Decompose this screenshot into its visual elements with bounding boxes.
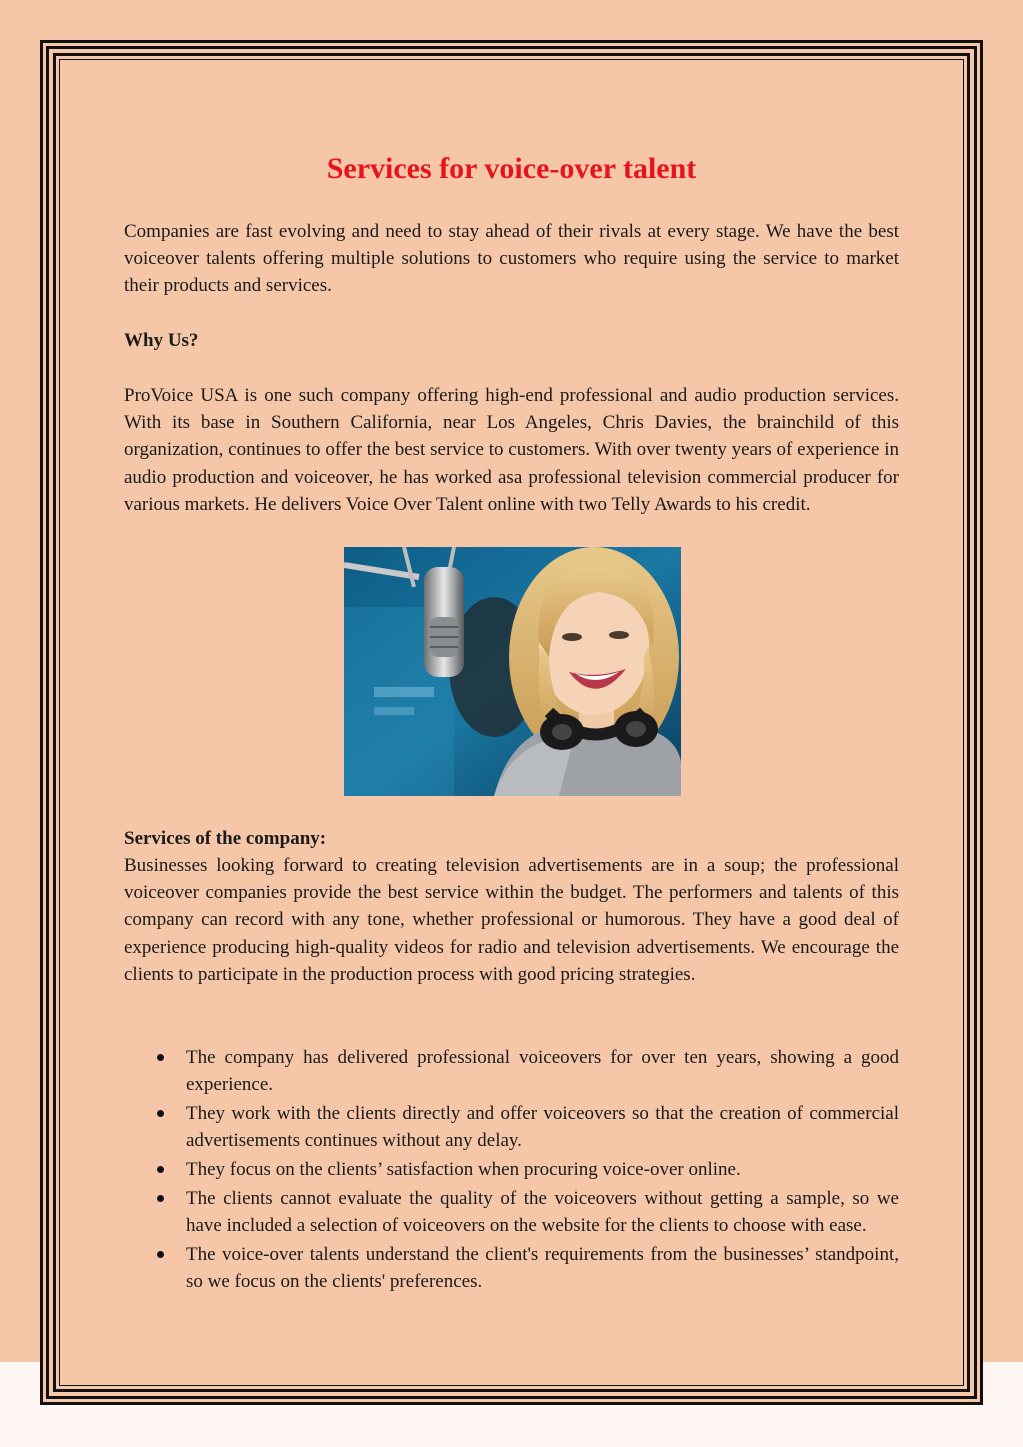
bullet-item bbox=[124, 1241, 899, 1295]
bullet-item bbox=[124, 1156, 899, 1183]
page-title: Services for voice-over talent bbox=[326, 152, 697, 185]
voiceover-artist-photo bbox=[344, 547, 681, 796]
bullet-dot-icon bbox=[157, 1110, 164, 1117]
bullet-text: The voice-over talents understand the client's requirements from the businesses’ standpoint, so we focus on the clients' preferences. bbox=[186, 1243, 899, 1292]
why-us-heading: Why Us? bbox=[124, 330, 199, 351]
bullet-dot-icon bbox=[157, 1195, 164, 1202]
bullet-text: They focus on the clients’ satisfaction when procuring voice-over online. bbox=[186, 1159, 741, 1180]
bullet-item bbox=[124, 1044, 899, 1098]
bullet-dot-icon bbox=[157, 1251, 164, 1258]
services-paragraph: Businesses looking forward to creating television advertisements are in a soup; the professional voiceover companies provide the best service within the budget. The performers and talents of this company can record with any tone, whether professional or humorous. They have a good deal of experience producing high-quality videos for radio and television advertisements. We encourage the clients to participate in the production process with good pricing strategies. bbox=[124, 855, 899, 985]
bullet-text: The company has delivered professional voiceovers for over ten years, showing a good experience. bbox=[186, 1047, 899, 1096]
bullet-dot-icon bbox=[157, 1166, 164, 1173]
bullet-item bbox=[124, 1100, 899, 1154]
why-us-paragraph: ProVoice USA is one such company offering high-end professional and audio production services. With its base in Southern California, near Los Angeles, Chris Davies, the brainchild of this organization, continues to offer the best service to customers. With over twenty years of experience in audio production and voiceover, he has worked asa professional television commercial producer for various markets. He delivers Voice Over Talent online with two Telly Awards to his credit. bbox=[124, 385, 899, 515]
bullet-dot-icon bbox=[157, 1054, 164, 1061]
intro-paragraph: Companies are fast evolving and need to stay ahead of their rivals at every stage. We have the best voiceover talents offering multiple solutions to customers who require using the service to market their products and services. bbox=[124, 221, 899, 297]
bullet-text: They work with the clients directly and offer voiceovers so that the creation of commercial advertisements continues without any delay. bbox=[186, 1103, 899, 1152]
bullet-text: The clients cannot evaluate the quality of the voiceovers without getting a sample, so we have included a selection of voiceovers on the website for the clients to choose with ease. bbox=[186, 1187, 899, 1236]
services-bullet-list bbox=[124, 1044, 899, 1297]
services-heading: Services of the company: bbox=[124, 828, 327, 849]
bullet-item bbox=[124, 1185, 899, 1239]
